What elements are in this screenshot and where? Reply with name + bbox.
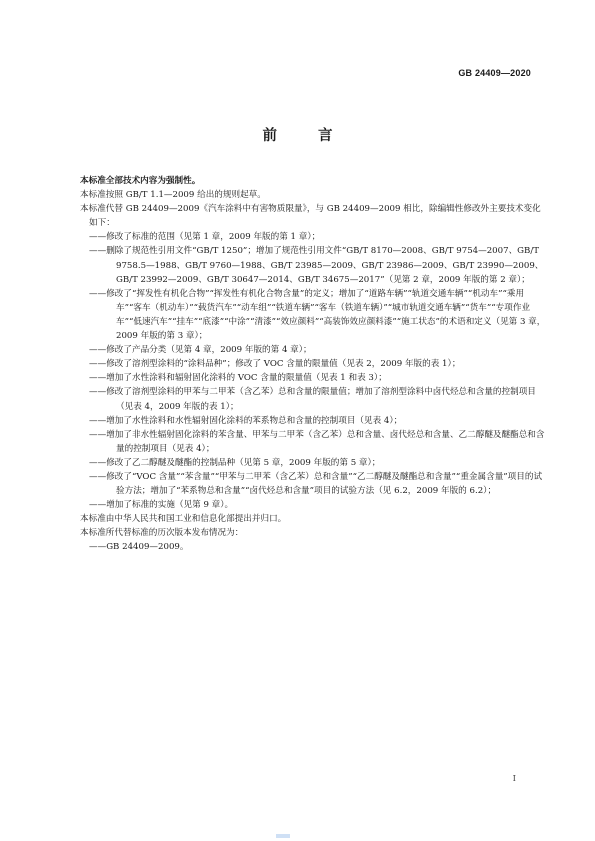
viewer-scroll-indicator (276, 834, 290, 838)
change-item: ——增加了水性涂料和辐射固化涂料的 VOC 含量的限量值（见表 1 和表 3）； (89, 373, 387, 384)
change-item: ——修改了溶剂型涂料的甲苯与二甲苯（含乙苯）总和含量的限量值；增加了溶剂型涂料中卤代烃总和含量的控制项目（见表 4，2009 年版的表 1）； (89, 387, 536, 412)
paragraph-history-intro: 本标准所代替标准的历次版本发布情况为： (80, 528, 244, 539)
change-item: ——增加了水性涂料和水性辐射固化涂料的苯系物总和含量的控制项目（见表 4）； (89, 415, 403, 426)
paragraph-drafting: 本标准按照 GB/T 1.1—2009 给出的规则起草。 (80, 190, 266, 201)
standard-code: GB 24409—2020 (458, 68, 531, 78)
change-item: ——修改了产品分类（见第 4 章，2009 年版的第 4 章）； (89, 345, 312, 356)
change-item: ——删除了规范性引用文件“GB/T 1250”；增加了规范性引用文件“GB/T 8170—2008、GB/T 9754—2007、GB/T 9758.5—1988、GB/T 9760—1988、GB/T 23985—2009、GB/T 23986—2009、GB/T 23990—2009、GB/T 23992—2009、GB/T 30647—2014、GB/T 34675—2017”（见第 2 章，2009 年版的第 2 章）； (89, 246, 544, 285)
change-item: ——修改了溶剂型涂料的“涂料品种”；修改了 VOC 含量的限量值（见表 2，2009 年版的表 1）； (89, 359, 461, 370)
change-item: ——增加了标准的实施（见第 9 章）。 (89, 500, 234, 511)
foreword-body (80, 174, 549, 555)
page-title: 前 言 (262, 128, 351, 144)
history-item: ——GB 24409—2009。 (89, 542, 189, 553)
change-item: ——增加了非水性辐射固化涂料的苯含量、甲苯与二甲苯（含乙苯）总和含量、卤代烃总和含量、乙二醇醚及醚酯总和含量的控制项目（见表 4）； (89, 429, 545, 454)
paragraph-proposer: 本标准由中华人民共和国工业和信息化部提出并归口。 (80, 514, 287, 525)
change-item: ——修改了“VOC 含量”“苯含量”“甲苯与二甲苯（含乙苯）总和含量”“乙二醇醚及醚酯总和含量”“重金属含量”项目的试验方法；增加了“苯系物总和含量”“卤代烃总和含量”项目的试验方法（见 6.2，2009 年版的 6.2）； (89, 471, 543, 497)
paragraph-mandatory: 本标准全部技术内容为强制性。 (80, 176, 201, 186)
change-item: ——修改了标准的范围（见第 1 章，2009 年版的第 1 章）； (89, 232, 321, 243)
page-number: I (512, 774, 516, 784)
change-item: ——修改了“挥发性有机化合物”“挥发性有机化合物含量”的定义；增加了“道路车辆”“轨道交通车辆”“机动车”“乘用车”“客车（机动车）”“载货汽车”“动车组”“铁道车辆”“客车（铁道车辆）”“城市轨道交通车辆”“货车”“专项作业车”“低速汽车”“挂车”“底漆”“中涂”“清漆”“效应颜料”“高装饰效应颜料漆”“施工状态”的术语和定义（见第 3 章，2009 年版的第 3 章）； (89, 288, 546, 342)
change-item: ——修改了乙二醇醚及醚酯的控制品种（见第 5 章，2009 年版的第 5 章）； (89, 457, 381, 468)
paragraph-replaces: 本标准代替 GB 24409—2009《汽车涂料中有害物质限量》，与 GB 24409—2009 相比，除编辑性修改外主要技术变化如下： (80, 204, 541, 229)
